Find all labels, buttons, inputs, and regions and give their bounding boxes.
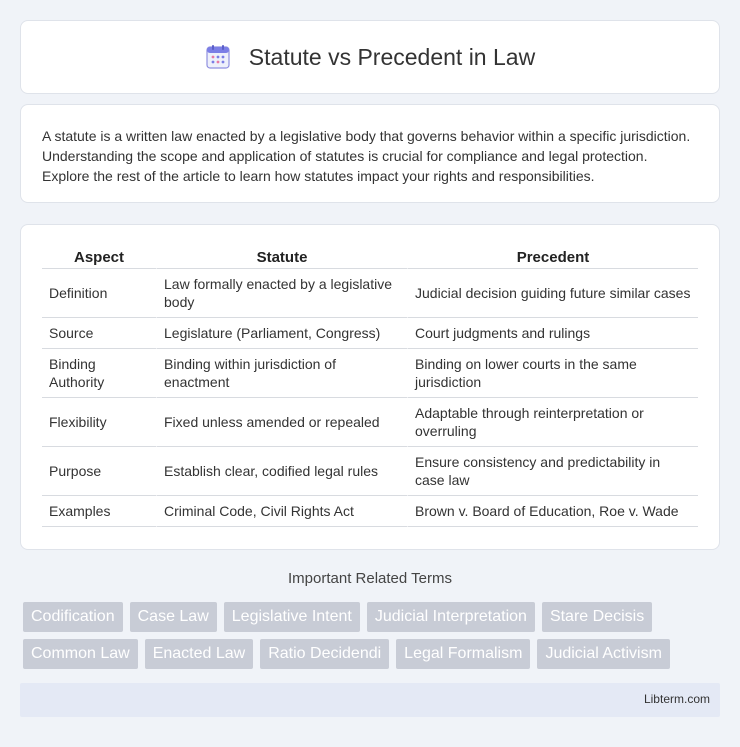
table-cell: Flexibility [42, 398, 156, 447]
related-terms-list [23, 602, 723, 669]
table-cell: Criminal Code, Civil Rights Act [156, 496, 407, 527]
related-terms-heading: Important Related Terms [288, 570, 452, 587]
header-statute: Statute [156, 247, 407, 269]
term-tag[interactable]: Common Law [23, 639, 138, 669]
term-tag[interactable]: Enacted Law [145, 639, 254, 669]
table-row [42, 447, 698, 496]
term-tag[interactable]: Judicial Activism [537, 639, 669, 669]
table-cell: Ensure consistency and predictability in case law [407, 447, 698, 496]
table-cell: Law formally enacted by a legislative body [156, 269, 407, 318]
table-row [42, 318, 698, 349]
table-cell: Brown v. Board of Education, Roe v. Wade [407, 496, 698, 527]
header-aspect: Aspect [42, 247, 156, 269]
comparison-card [20, 224, 720, 550]
term-tag[interactable]: Ratio Decidendi [260, 639, 389, 669]
table-cell: Binding Authority [42, 349, 156, 398]
table-cell: Judicial decision guiding future similar cases [407, 269, 698, 318]
term-tag[interactable]: Judicial Interpretation [367, 602, 535, 632]
header-precedent: Precedent [407, 247, 698, 269]
term-tag[interactable]: Stare Decisis [542, 602, 652, 632]
term-tag[interactable]: Case Law [130, 602, 217, 632]
table-row [42, 349, 698, 398]
comparison-table [42, 247, 698, 527]
table-cell: Adaptable through reinterpretation or overruling [407, 398, 698, 447]
term-tag[interactable]: Legislative Intent [224, 602, 360, 632]
table-cell: Source [42, 318, 156, 349]
table-cell: Definition [42, 269, 156, 318]
footer [20, 683, 720, 717]
table-cell: Examples [42, 496, 156, 527]
table-row [42, 496, 698, 527]
table-cell: Binding within jurisdiction of enactment [156, 349, 407, 398]
table-cell: Legislature (Parliament, Congress) [156, 318, 407, 349]
intro-paragraph: A statute is a written law enacted by a legislative body that governs behavior within a specific jurisdiction. Understanding the scope and application of statutes is crucial for compliance and legal protection. Explore the rest of the article to learn how statutes impact your rights and responsibilities. [42, 128, 691, 184]
table-cell: Establish clear, codified legal rules [156, 447, 407, 496]
title-card [20, 20, 720, 94]
table-cell: Binding on lower courts in the same jurisdiction [407, 349, 698, 398]
table-row [42, 269, 698, 318]
table-cell: Court judgments and rulings [407, 318, 698, 349]
table-row [42, 398, 698, 447]
table-cell: Purpose [42, 447, 156, 496]
calendar-icon [205, 44, 231, 70]
intro-card [20, 104, 720, 203]
footer-link[interactable]: Libterm.com [643, 692, 710, 706]
term-tag[interactable]: Legal Formalism [396, 639, 530, 669]
table-header-row [42, 247, 698, 269]
page-title: Statute vs Precedent in Law [248, 43, 536, 70]
table-cell: Fixed unless amended or repealed [156, 398, 407, 447]
term-tag[interactable]: Codification [23, 602, 123, 632]
